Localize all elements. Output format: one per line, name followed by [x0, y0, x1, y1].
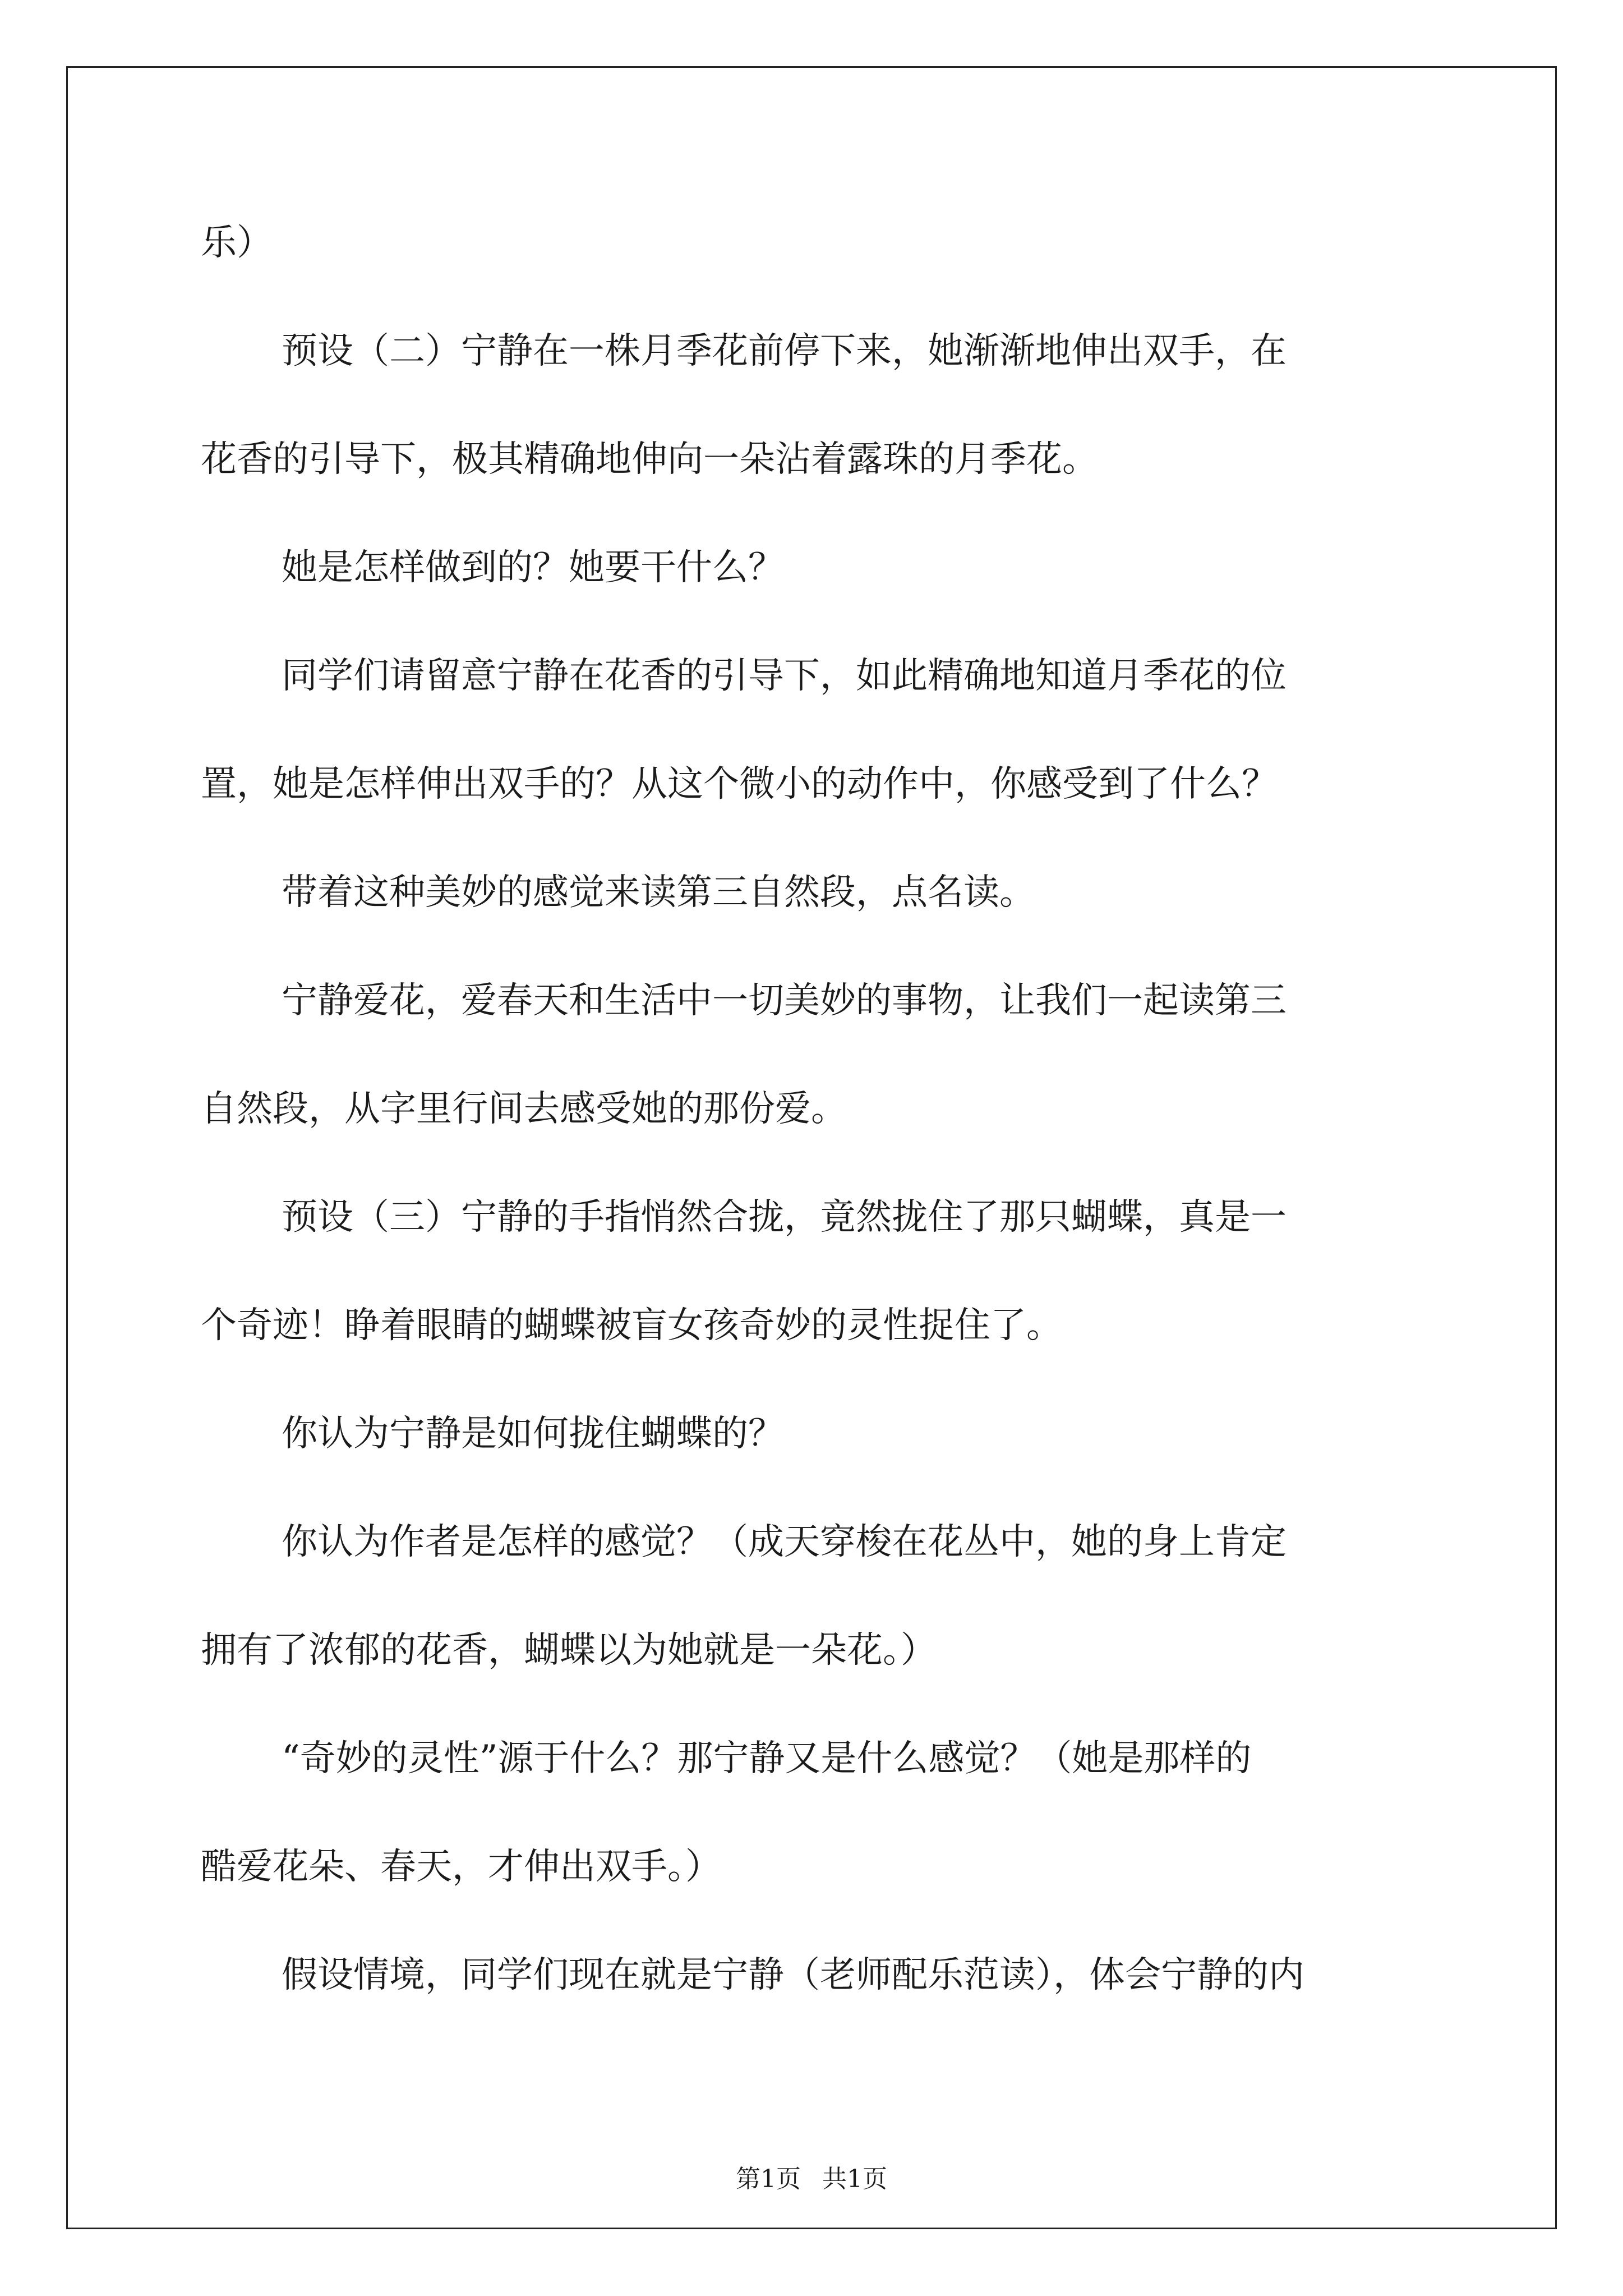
- text-line: 假设情境，同学们现在就是宁静（老师配乐范读），体会宁静的内: [282, 1954, 1304, 1996]
- text-line: 预设（二）宁静在一株月季花前停下来，她渐渐地伸出双手，在: [282, 330, 1287, 372]
- page-border: [66, 66, 1557, 2229]
- text-line: 预设（三）宁静的手指悄然合拢，竟然拢住了那只蝴蝶，真是一: [282, 1197, 1287, 1238]
- text-line: 她是怎样做到的？她要干什么？: [282, 547, 784, 588]
- text-line: 带着这种美妙的感觉来读第三自然段，点名读。: [282, 872, 1035, 913]
- text-line: 置，她是怎样伸出双手的？从这个微小的动作中，你感受到了什么？: [201, 763, 1278, 805]
- text-line: “奇妙的灵性”源于什么？那宁静又是什么感觉？（她是那样的: [282, 1738, 1252, 1779]
- text-line: 你认为作者是怎样的感觉？（成天穿梭在花丛中，她的身上肯定: [282, 1521, 1287, 1563]
- text-line: 个奇迹！睁着眼睛的蝴蝶被盲女孩奇妙的灵性捉住了。: [201, 1305, 1062, 1346]
- page-total: 共1页: [822, 2165, 887, 2193]
- text-line: 花香的引导下，极其精确地伸向一朵沾着露珠的月季花。: [201, 439, 1098, 480]
- page-footer: [0, 2162, 1623, 2196]
- text-line: 你认为宁静是如何拢住蝴蝶的？: [282, 1413, 784, 1455]
- page-number: 第1页: [736, 2165, 801, 2193]
- text-line: 拥有了浓郁的花香，蝴蝶以为她就是一朵花。）: [201, 1630, 937, 1671]
- text-line: 宁静爱花，爱春天和生活中一切美妙的事物，让我们一起读第三: [282, 980, 1287, 1022]
- text-line: 自然段，从字里行间去感受她的那份爱。: [201, 1088, 847, 1130]
- text-line: 酷爱花朵、春天，才伸出双手。）: [201, 1846, 721, 1888]
- text-line: 同学们请留意宁静在花香的引导下，如此精确地知道月季花的位: [282, 655, 1287, 697]
- text-line: 乐）: [201, 222, 273, 264]
